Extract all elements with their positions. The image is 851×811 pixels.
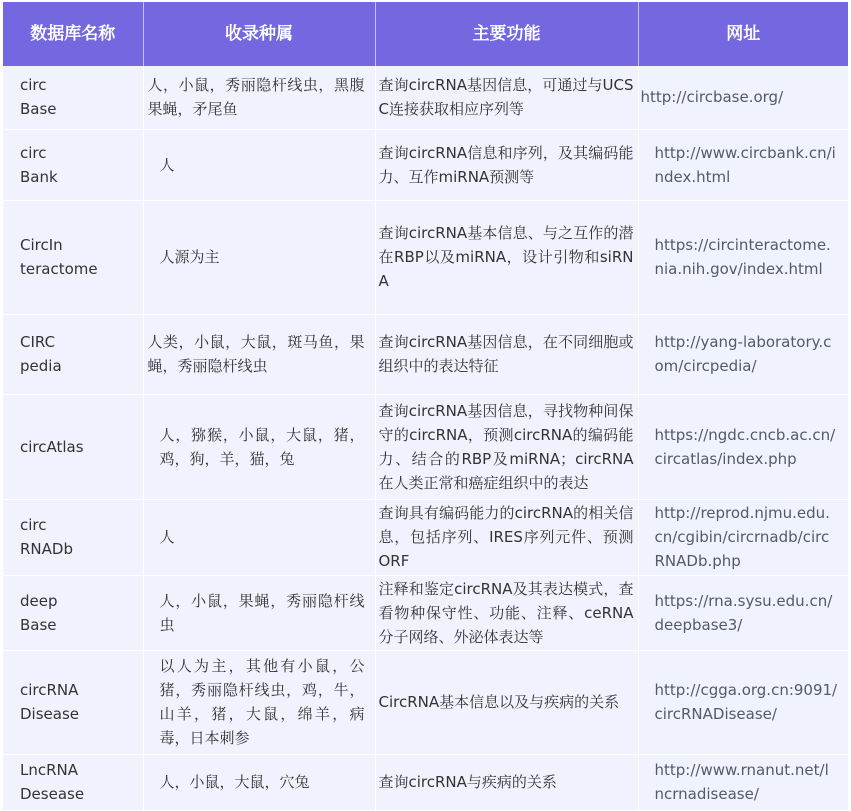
table-row bbox=[3, 314, 848, 394]
table-row bbox=[3, 650, 848, 754]
species-cell: 人 bbox=[143, 129, 375, 200]
function-cell: 查询circRNA基因信息，在不同细胞或组织中的表达特征 bbox=[375, 314, 638, 394]
species-cell: 人，小鼠，果蝇，秀丽隐杆线虫 bbox=[143, 575, 375, 650]
table-row bbox=[3, 754, 848, 810]
function-cell: 查询circRNA与疾病的关系 bbox=[375, 754, 638, 810]
species-cell: 人类，小鼠，大鼠，斑马鱼，果蝇，秀丽隐杆线虫 bbox=[143, 314, 375, 394]
database-name: circ Bank bbox=[20, 143, 58, 186]
url-link[interactable]: https://circinteractome.nia.nih.gov/index.html bbox=[638, 200, 848, 314]
database-table bbox=[3, 2, 849, 811]
header-function: 主要功能 bbox=[375, 2, 638, 66]
species-cell: 人 bbox=[143, 499, 375, 575]
function-cell: 查询具有编码能力的circRNA的相关信息，包括序列、IRES序列元件、预测ORF bbox=[375, 499, 638, 575]
url-link[interactable]: http://cgga.org.cn:9091/circRNADisease/ bbox=[638, 650, 848, 754]
species-cell: 人，猕猴，小鼠，大鼠，猪，鸡，狗，羊，猫，兔 bbox=[143, 394, 375, 499]
header-url: 网址 bbox=[638, 2, 848, 66]
species-cell: 人源为主 bbox=[143, 200, 375, 314]
function-cell: 查询circRNA信息和序列，及其编码能力、互作miRNA预测等 bbox=[375, 129, 638, 200]
function-cell: 查询circRNA基本信息、与之互作的潜在RBP以及miRNA，设计引物和siRNA bbox=[375, 200, 638, 314]
url-link[interactable]: http://www.rnanut.net/lncrnadisease/ bbox=[638, 754, 848, 810]
species-cell: 人，小鼠，大鼠，穴兔 bbox=[143, 754, 375, 810]
url-link[interactable]: http://circbase.org/ bbox=[638, 66, 848, 129]
species-cell: 人，小鼠，秀丽隐杆线虫，黑腹果蝇，矛尾鱼 bbox=[143, 66, 375, 129]
url-link[interactable]: https://rna.sysu.edu.cn/deepbase3/ bbox=[638, 575, 848, 650]
url-link[interactable]: http://reprod.njmu.edu.cn/cgibin/circrnadb/circRNADb.php bbox=[638, 499, 848, 575]
header-species: 收录种属 bbox=[143, 2, 375, 66]
database-name: deep Base bbox=[20, 591, 58, 634]
url-link[interactable]: http://www.circbank.cn/index.html bbox=[638, 129, 848, 200]
database-name: circ RNADb bbox=[20, 516, 73, 558]
database-name: CircIn teractome bbox=[20, 236, 98, 278]
database-name: LncRNA Desease bbox=[20, 761, 85, 803]
function-cell: 查询circRNA基因信息，可通过与UCSC连接获取相应序列等 bbox=[375, 66, 638, 129]
function-cell: 注释和鉴定circRNA及其表达模式，查看物种保守性、功能、注释、ceRNA分子网络、外泌体表达等 bbox=[375, 575, 638, 650]
species-cell: 以人为主，其他有小鼠，公猪，秀丽隐杆线虫，鸡，牛，山羊，猪，大鼠，绵羊，病毒，日本刺参 bbox=[143, 650, 375, 754]
database-name: circ Base bbox=[20, 76, 57, 119]
url-link[interactable]: https://ngdc.cncb.ac.cn/circatlas/index.php bbox=[638, 394, 848, 499]
table-row bbox=[3, 129, 848, 200]
header-row bbox=[3, 2, 848, 66]
table-row bbox=[3, 575, 848, 650]
header-name: 数据库名称 bbox=[3, 2, 143, 66]
table-row bbox=[3, 499, 848, 575]
table-row bbox=[3, 394, 848, 499]
database-name: circAtlas bbox=[20, 437, 84, 456]
function-cell: CircRNA基本信息以及与疾病的关系 bbox=[375, 650, 638, 754]
url-link[interactable]: http://yang-laboratory.com/circpedia/ bbox=[638, 314, 848, 394]
function-cell: 查询circRNA基因信息，寻找物种间保守的circRNA，预测circRNA的编码能力、结合的RBP及miRNA；circRNA在人类正常和癌症组织中的表达 bbox=[375, 394, 638, 499]
database-name: CIRC pedia bbox=[20, 333, 62, 375]
table-row bbox=[3, 200, 848, 314]
table-row bbox=[3, 66, 848, 129]
database-name: circRNA Disease bbox=[20, 681, 79, 723]
